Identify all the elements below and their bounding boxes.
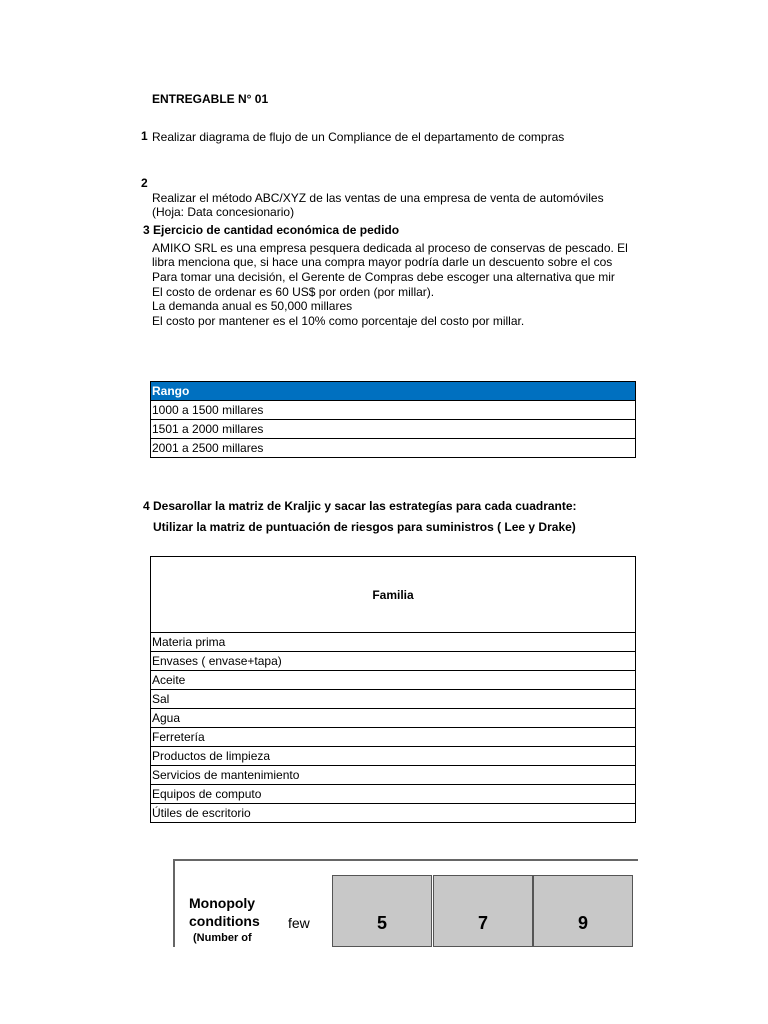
familia-row: Equipos de computo (151, 785, 636, 804)
item-3-line-2: libra menciona que, si hace una compra mayor podría darle un descuento sobre el cos (152, 255, 613, 269)
item-3-line-3: Para tomar una decisión, el Gerente de Compras debe escoger una alternativa que mir (152, 270, 615, 284)
item-3-number: 3 (143, 223, 150, 237)
item-1-number: 1 (141, 129, 148, 143)
familia-row: Productos de limpieza (151, 747, 636, 766)
item-3-line-4: El costo de ordenar es 60 US$ por orden (por millar). (152, 285, 435, 299)
familia-header: Familia (151, 557, 636, 633)
familia-row: Materia prima (151, 633, 636, 652)
familia-row: Envases ( envase+tapa) (151, 652, 636, 671)
item-2-line-1: Realizar el método ABC/XYZ de las ventas de una empresa de venta de automóviles (152, 191, 604, 205)
matrix-cell-9: 9 (533, 875, 633, 947)
rango-row: 1501 a 2000 millares (151, 420, 636, 439)
page-title: ENTREGABLE N° 01 (152, 92, 269, 106)
risk-matrix-image (173, 859, 638, 947)
rango-row: 2001 a 2500 millares (151, 439, 636, 458)
item-4-number: 4 (143, 499, 150, 513)
familia-row: Útiles de escritorio (151, 804, 636, 823)
item-4-heading: Desarollar la matriz de Kraljic y sacar las estrategías para cada cuadrante: (153, 499, 577, 513)
item-2-line-2: (Hoja: Data concesionario) (152, 205, 295, 219)
monopoly-label-3: (Number of (193, 932, 252, 944)
rango-header: Rango (151, 382, 636, 401)
monopoly-label-2: conditions (189, 913, 260, 929)
few-label: few (288, 915, 310, 931)
item-3-line-6: El costo por mantener es el 10% como porcentaje del costo por millar. (152, 314, 525, 328)
matrix-cell-5: 5 (332, 875, 432, 947)
familia-row: Aceite (151, 671, 636, 690)
familia-row: Servicios de mantenimiento (151, 766, 636, 785)
monopoly-label-1: Monopoly (189, 895, 256, 911)
rango-table (150, 381, 636, 458)
familia-row: Ferretería (151, 728, 636, 747)
rango-row: 1000 a 1500 millares (151, 401, 636, 420)
familia-row: Sal (151, 690, 636, 709)
item-1-text: Realizar diagrama de flujo de un Compliance de el departamento de compras (152, 130, 565, 144)
item-3-line-5: La demanda anual es 50,000 millares (152, 299, 353, 313)
item-3-line-1: AMIKO SRL es una empresa pesquera dedicada al proceso de conservas de pescado. El (152, 241, 628, 255)
item-3-heading: Ejercicio de cantidad económica de pedido (153, 223, 400, 237)
matrix-cell-7: 7 (433, 875, 533, 947)
familia-row: Agua (151, 709, 636, 728)
item-4-subheading: Utilizar la matriz de puntuación de riesgos para suministros ( Lee y Drake) (153, 520, 576, 534)
familia-table (150, 556, 636, 823)
item-2-number: 2 (141, 176, 148, 190)
